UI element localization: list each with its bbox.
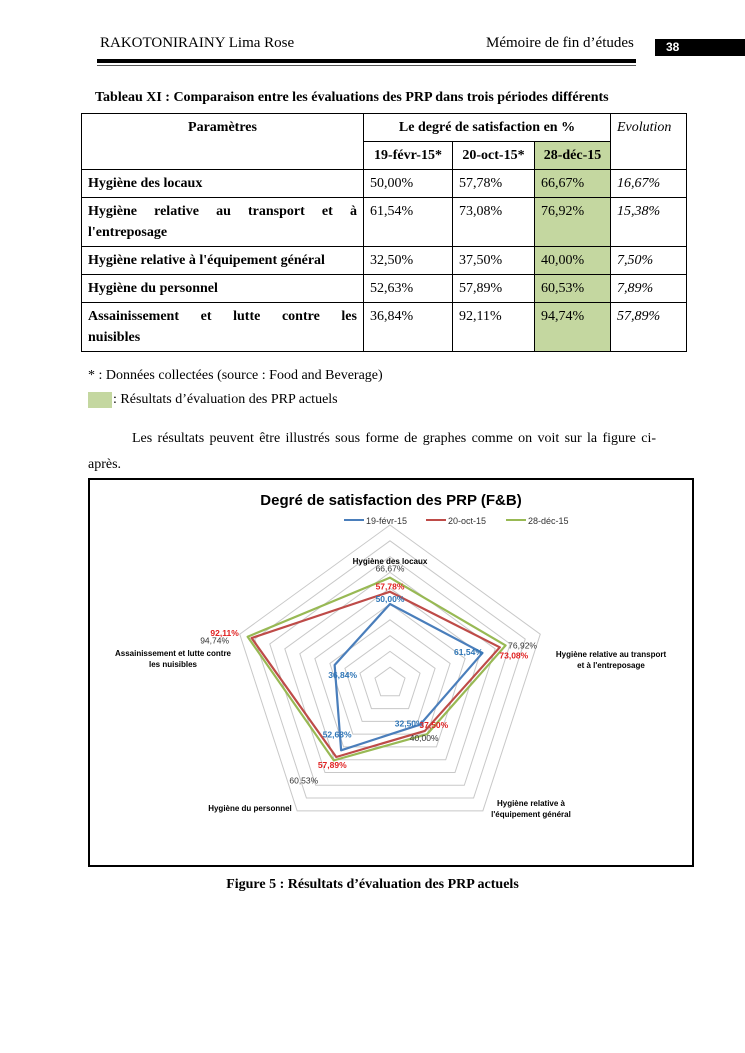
grid-ring bbox=[360, 651, 420, 708]
category-label: les nuisibles bbox=[148, 660, 198, 669]
green-swatch bbox=[88, 392, 112, 408]
data-label: 76,92% bbox=[508, 640, 538, 651]
table-row bbox=[82, 247, 687, 275]
header-document-title: Mémoire de fin d’études bbox=[486, 35, 634, 51]
param-word: Hygiène bbox=[88, 204, 137, 219]
radar-chart-frame bbox=[88, 478, 694, 867]
page-number: 38 bbox=[655, 39, 745, 56]
param-word: et bbox=[321, 204, 333, 219]
row-param bbox=[82, 303, 364, 352]
row-param bbox=[82, 198, 364, 247]
category-label: Assainissement et lutte contre bbox=[114, 649, 232, 658]
param-word: au bbox=[216, 204, 231, 219]
data-label: 36,84% bbox=[328, 670, 358, 681]
header-parametres: Paramètres bbox=[82, 114, 364, 170]
param-word: Assainissement bbox=[88, 309, 180, 324]
data-label: 37,50% bbox=[419, 719, 449, 730]
category-label: Hygiène relative au transport bbox=[555, 650, 667, 659]
row-value-3: 76,92% bbox=[535, 198, 611, 247]
row-value-3: 66,67% bbox=[535, 170, 611, 198]
data-label: 94,74% bbox=[200, 635, 230, 646]
table-row bbox=[82, 303, 687, 352]
data-label: 92,11% bbox=[210, 628, 239, 639]
row-value-2: 92,11% bbox=[453, 303, 535, 352]
body-paragraph: Les résultats peuvent être illustrés sous forme de graphes comme on voit sur la figure ci-après. bbox=[88, 431, 656, 472]
row-evolution: 16,67% bbox=[611, 170, 687, 198]
data-label: 66,67% bbox=[375, 563, 405, 574]
legend-note-text: : Résultats d’évaluation des PRP actuels bbox=[113, 392, 338, 407]
row-value-3: 40,00% bbox=[535, 247, 611, 275]
category-label: l'équipement général bbox=[491, 810, 571, 819]
param-line-2: l'entreposage bbox=[88, 225, 168, 240]
param-word: transport bbox=[248, 204, 305, 219]
row-value-2: 57,89% bbox=[453, 275, 535, 303]
header-period-3: 28-déc-15 bbox=[535, 142, 611, 170]
header-author: RAKOTONIRAINY Lima Rose bbox=[100, 35, 295, 51]
data-label: 73,08% bbox=[499, 650, 529, 661]
table-header-row bbox=[82, 114, 687, 142]
data-label: 50,00% bbox=[375, 594, 405, 604]
row-value-1: 61,54% bbox=[364, 198, 453, 247]
header-satisfaction: Le degré de satisfaction en % bbox=[364, 114, 611, 142]
data-label: 61,54% bbox=[454, 646, 483, 657]
category-label: Hygiène des locaux bbox=[352, 557, 428, 566]
data-label: 40,00% bbox=[409, 733, 439, 744]
data-label: 32,50% bbox=[394, 718, 424, 729]
legend-note bbox=[88, 392, 338, 408]
row-evolution: 57,89% bbox=[611, 303, 687, 352]
row-value-2: 73,08% bbox=[453, 198, 535, 247]
row-value-1: 52,63% bbox=[364, 275, 453, 303]
grid-ring bbox=[375, 667, 405, 696]
data-label: 57,78% bbox=[375, 581, 405, 592]
category-label: Hygiène du personnel bbox=[208, 804, 292, 813]
source-note: * : Données collectées (source : Food and Beverage) bbox=[88, 368, 383, 383]
row-param: Hygiène des locaux bbox=[82, 170, 364, 198]
radar-chart bbox=[90, 480, 692, 865]
legend-label: 19-févr-15 bbox=[366, 516, 408, 526]
row-evolution: 7,50% bbox=[611, 247, 687, 275]
figure-caption: Figure 5 : Résultats d’évaluation des PRP actuels bbox=[226, 877, 519, 892]
row-value-1: 36,84% bbox=[364, 303, 453, 352]
row-value-3: 60,53% bbox=[535, 275, 611, 303]
param-word: relative bbox=[154, 204, 199, 219]
row-value-2: 37,50% bbox=[453, 247, 535, 275]
legend-label: 20-oct-15 bbox=[448, 516, 487, 526]
table-row bbox=[82, 170, 687, 198]
param-word: à bbox=[349, 204, 357, 219]
row-evolution: 7,89% bbox=[611, 275, 687, 303]
header-period-2: 20-oct-15* bbox=[453, 142, 535, 170]
category-label: et à l'entreposage bbox=[577, 661, 645, 670]
row-value-1: 50,00% bbox=[364, 170, 453, 198]
param-line-2: nuisibles bbox=[88, 330, 141, 345]
param-word: les bbox=[341, 309, 357, 324]
header-rule-thin bbox=[97, 65, 636, 66]
series-line bbox=[248, 578, 506, 761]
chart-title: Degré de satisfaction des PRP (F&B) bbox=[260, 492, 522, 509]
param-word: et bbox=[200, 309, 212, 324]
comparison-table bbox=[81, 113, 687, 352]
param-word: contre bbox=[281, 309, 320, 324]
table-caption: Tableau XI : Comparaison entre les évaluations des PRP dans trois périodes différents bbox=[95, 90, 609, 105]
param-word: lutte bbox=[233, 309, 261, 324]
table-row bbox=[82, 275, 687, 303]
row-param: Hygiène du personnel bbox=[82, 275, 364, 303]
data-label: 52,63% bbox=[322, 729, 352, 740]
header-evolution: Evolution bbox=[611, 114, 687, 170]
row-value-1: 32,50% bbox=[364, 247, 453, 275]
row-value-3: 94,74% bbox=[535, 303, 611, 352]
table-row bbox=[82, 198, 687, 247]
header-rule bbox=[97, 59, 636, 63]
data-label: 57,89% bbox=[317, 759, 347, 770]
row-param: Hygiène relative à l'équipement général bbox=[82, 247, 364, 275]
category-label: Hygiène relative à bbox=[496, 799, 566, 808]
data-label: 60,53% bbox=[289, 775, 319, 786]
row-evolution: 15,38% bbox=[611, 198, 687, 247]
header-period-1: 19-févr-15* bbox=[364, 142, 453, 170]
row-value-2: 57,78% bbox=[453, 170, 535, 198]
legend-label: 28-déc-15 bbox=[528, 516, 569, 526]
